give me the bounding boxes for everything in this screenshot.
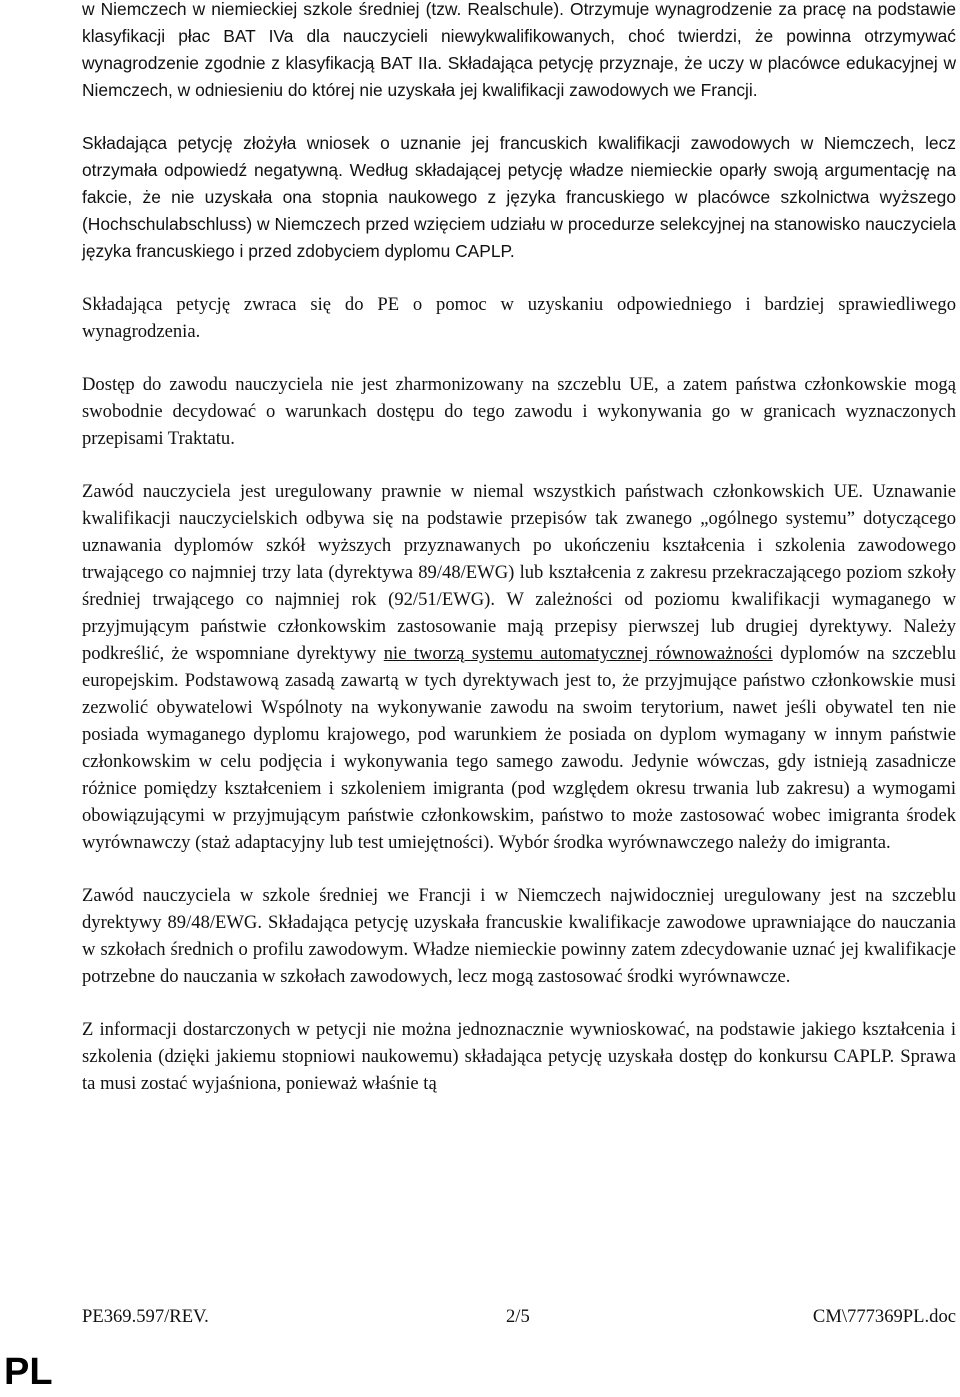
paragraph-1: w Niemczech w niemieckiej szkole średniej (tzw. Realschule). Otrzymuje wynagrodzenie za pracę na podstawie klasyfikacji płac BAT IVa dla nauczycieli niewykwalifikowanych, choć twierdzi, że powinna otrzymywać wynagrodzenie zgodnie z klasyfikacją BAT IIa. Składająca petycję przyznaje, że uczy w placówce edukacyjnej w Niemczech, w odniesieniu do której nie uzyskała jej kwalifikacji zawodowych we Francji. <box>82 0 956 100</box>
paragraph-2: Składająca petycję złożyła wniosek o uznanie jej francuskich kwalifikacji zawodowych w Niemczech, lecz otrzymała odpowiedź negatywną. Według składającej petycję władze niemieckie oparły swoją argumentację na fakcie, że nie uzyskała ona stopnia naukowego z języka francuskiego w placówce szkolnictwa wyższego (Hochschulabschluss) w Niemczech przed wzięciem udziału w procedurze selekcyjnej na stanowisko nauczyciela języka francuskiego i przed zdobyciem dyplomu CAPLP. <box>82 133 956 261</box>
footer-file-name: CM\777369PL.doc <box>812 1306 956 1327</box>
paragraph-7: Z informacji dostarczonych w petycji nie można jednoznacznie wywnioskować, na podstawie jakiego kształcenia i szkolenia (dzięki jakiemu stopniowi naukowemu) składająca petycję uzyskała dostęp do konkursu CAPLP. Sprawa ta musi zostać wyjaśniona, ponieważ właśnie tą <box>82 1019 956 1094</box>
paragraph-5-text-after: dyplomów na szczeblu europejskim. Podstawową zasadą zawartą w tych dyrektywach jest to, że przyjmujące państwo członkowskie musi zezwolić obywatelowi Wspólnoty na wykonywanie zawodu na swoim terytorium, nawet jeśli obywatel ten nie posiada wymaganego dyplomu krajowego, pod warunkiem że posiada on dyplom wymagany w innym państwie członkowskim w celu podjęcia i wykonywania tego samego zawodu. Jedynie wówczas, gdy istnieją zasadnicze różnice pomiędzy kształceniem i szkoleniem imigranta (pod względem okresu trwania lub zakresu) a wymogami obowiązującymi w przyjmującym państwie członkowskim, państwo to może zastosować wobec imigranta środek wyrównawczy (staż adaptacyjny lub test umiejętności). Wybór środka wyrównawczego należy do imigranta. <box>82 643 957 853</box>
paragraph-5 <box>82 478 956 856</box>
paragraph-6: Zawód nauczyciela w szkole średniej we Francji i w Niemczech najwidoczniej uregulowany jest na szczeblu dyrektywy 89/48/EWG. Składająca petycję uzyskała francuskie kwalifikacje zawodowe uprawniające do nauczania w szkołach średnich o profilu zawodowym. Władze niemieckie powinny zatem zdecydowanie uznać jej kwalifikacje potrzebne do nauczania w szkołach zawodowych, lecz mogą zastosować środki wyrównawcze. <box>82 885 956 987</box>
document-body <box>82 0 956 1123</box>
paragraph-3: Składająca petycję zwraca się do PE o pomoc w uzyskaniu odpowiedniego i bardziej sprawiedliwego wynagrodzenia. <box>82 294 956 342</box>
footer-reference: PE369.597/REV. <box>82 1306 209 1327</box>
language-marker: PL <box>4 1351 53 1393</box>
underlined-phrase: nie tworzą systemu automatycznej równoważności <box>383 643 773 664</box>
footer-page-number: 2/5 <box>506 1306 530 1327</box>
paragraph-4: Dostęp do zawodu nauczyciela nie jest zharmonizowany na szczeblu UE, a zatem państwa członkowskie mogą swobodnie decydować o warunkach dostępu do tego zawodu i wykonywania go w granicach wyznaczonych przepisami Traktatu. <box>82 374 956 449</box>
page-footer <box>82 1306 956 1332</box>
paragraph-5-text-before: Zawód nauczyciela jest uregulowany prawnie w niemal wszystkich państwach członkowskich UE. Uznawanie kwalifikacji nauczycielskich odbywa się na podstawie przepisów tak zwanego „ogólnego systemu” dotyczącego uznawania dyplomów szkół wyższych przyznawanych po ukończeniu kształcenia i szkolenia zawodowego trwającego co najmniej trzy lata (dyrektywa 89/48/EWG) lub kształcenia z zakresu przekraczającego poziom szkoły średniej trwającego co najmniej rok (92/51/EWG). W zależności od poziomu kwalifikacji wymaganego w przyjmującym państwie członkowskim zastosowanie mają przepisy pierwszej lub drugiej dyrektywy. Należy podkreślić, że wspomniane dyrektywy <box>82 481 956 664</box>
